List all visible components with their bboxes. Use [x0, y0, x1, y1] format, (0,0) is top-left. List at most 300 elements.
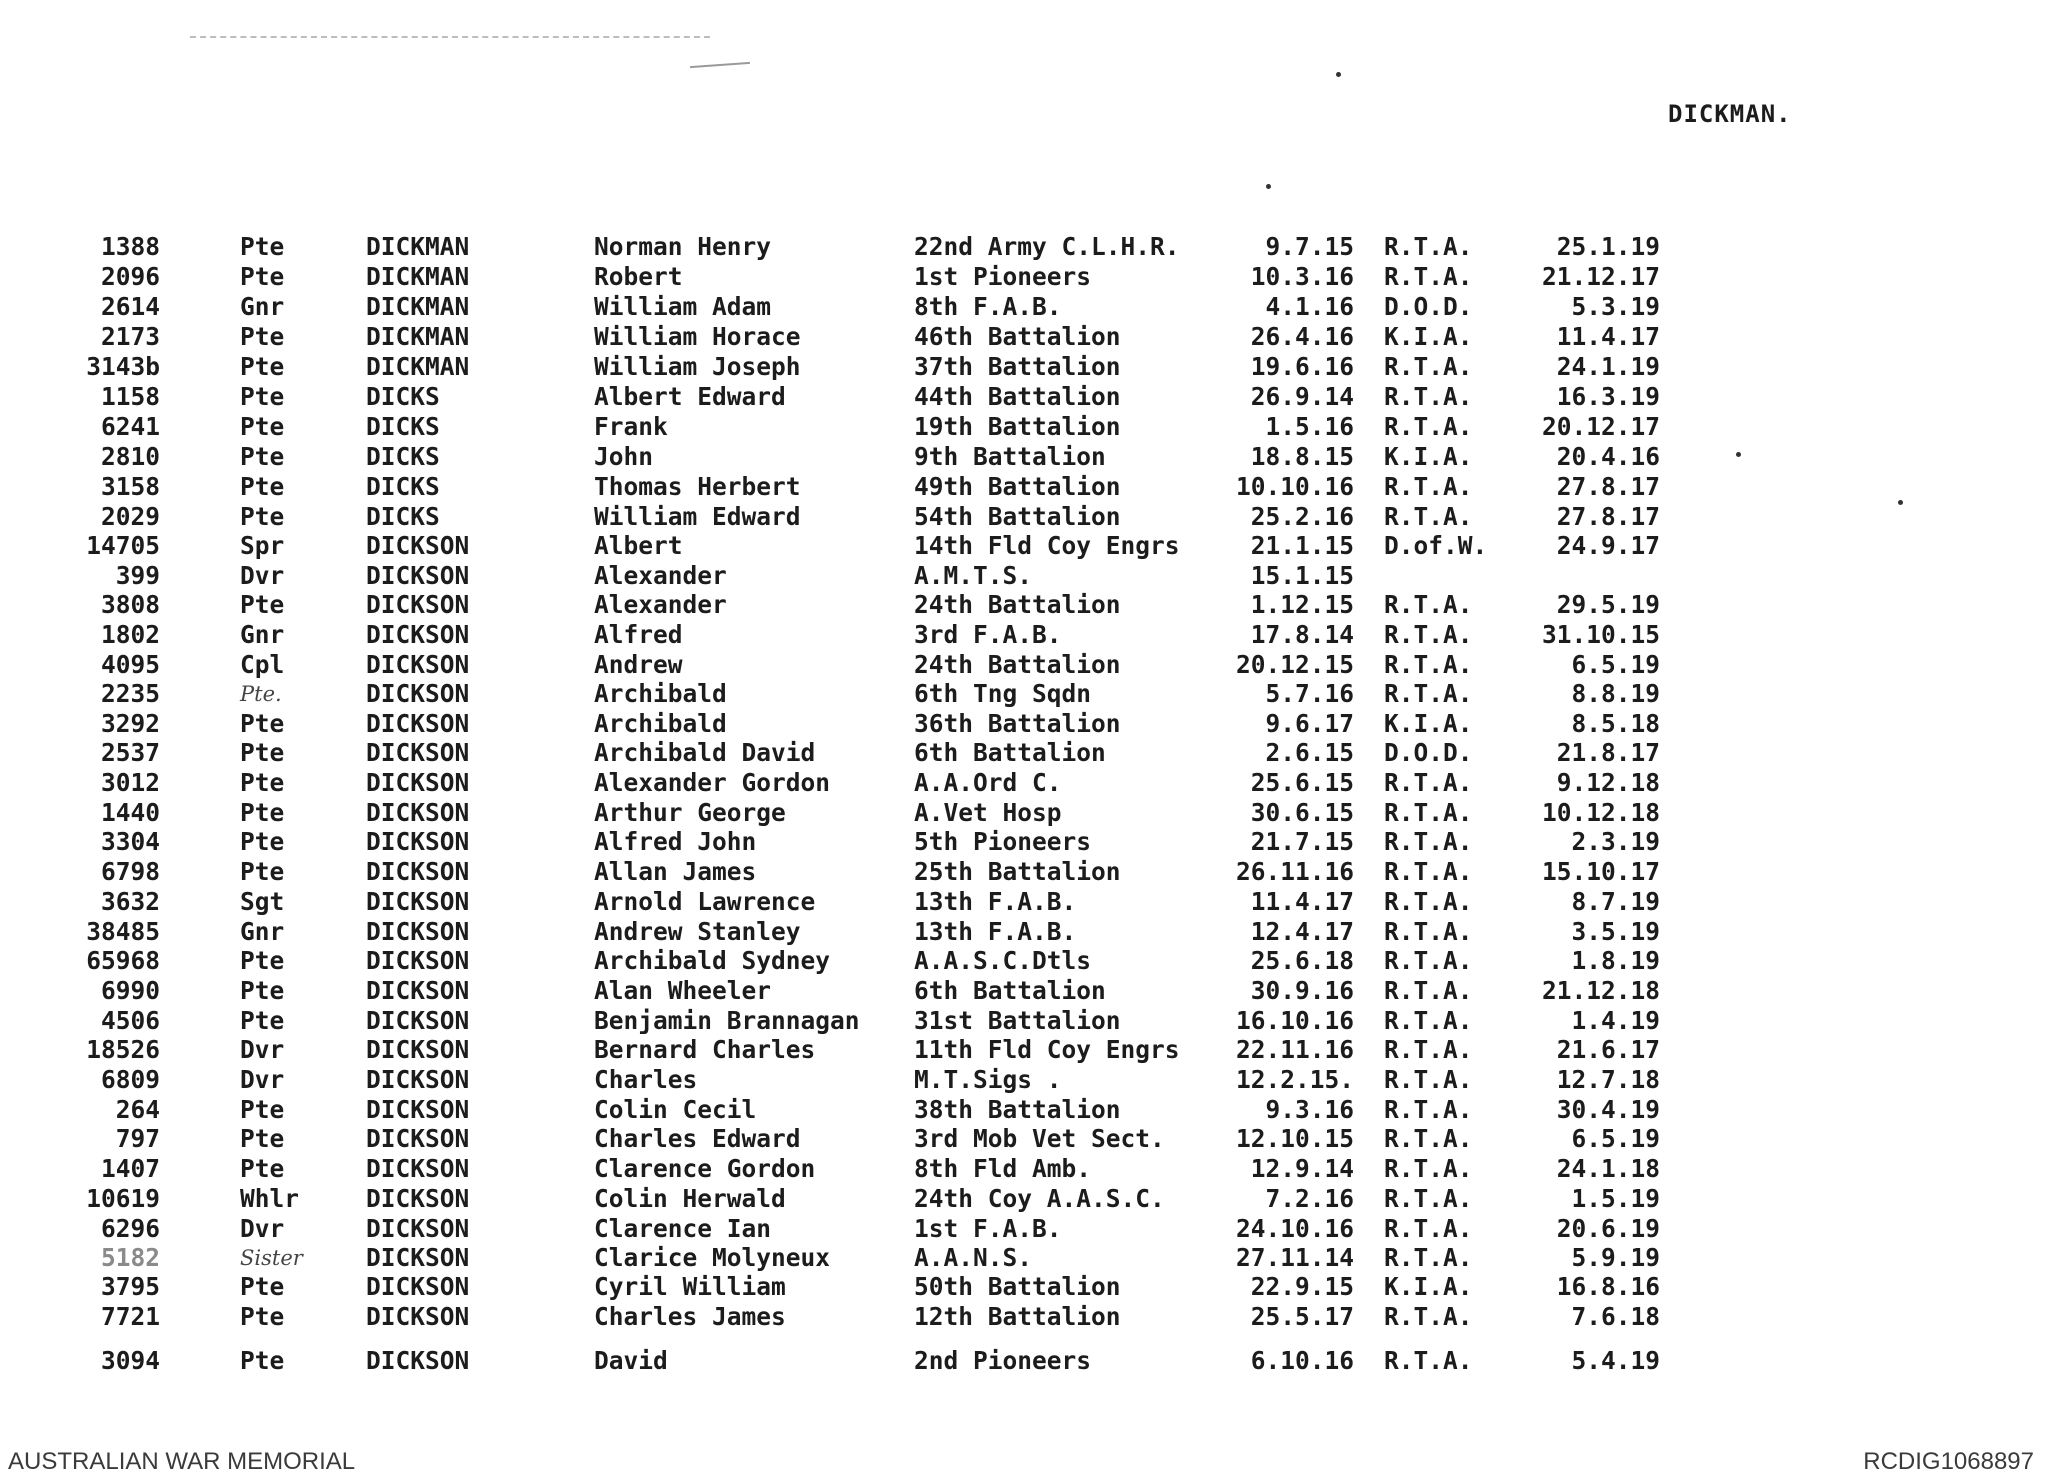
given-names-cell: Charles James: [594, 1302, 786, 1331]
unit-cell: 19th Battalion: [914, 412, 1121, 441]
unit-cell: 6th Battalion: [914, 976, 1106, 1005]
regimental-number-cell: 2173: [100, 322, 160, 351]
table-row: [0, 620, 2048, 650]
rank-cell: Pte: [240, 976, 285, 1005]
given-names-cell: Arnold Lawrence: [594, 887, 816, 916]
regimental-number-cell: 7721: [100, 1302, 160, 1331]
fate-cell: K.I.A.: [1384, 1272, 1473, 1301]
surname-cell: DICKS: [366, 472, 440, 501]
surname-cell: DICKMAN: [366, 352, 470, 381]
fate-cell: D.O.D.: [1384, 738, 1473, 767]
fate-date-cell: 16.3.19: [1556, 382, 1660, 411]
fate-date-cell: 10.12.18: [1541, 798, 1660, 827]
enlistment-date-cell: 16.10.16: [1235, 1006, 1354, 1035]
surname-cell: DICKSON: [366, 768, 470, 797]
unit-cell: 24th Battalion: [914, 590, 1121, 619]
surname-cell: DICKSON: [366, 1214, 470, 1243]
given-names-cell: Archibald David: [594, 738, 816, 767]
table-row: [0, 738, 2048, 768]
fate-date-cell: 20.6.19: [1556, 1214, 1660, 1243]
unit-cell: 49th Battalion: [914, 472, 1121, 501]
surname-cell: DICKMAN: [366, 232, 470, 261]
given-names-cell: Albert: [594, 531, 683, 560]
regimental-number-cell: 2029: [100, 502, 160, 531]
given-names-cell: William Horace: [594, 322, 801, 351]
given-names-cell: Colin Cecil: [594, 1095, 757, 1124]
enlistment-date-cell: 10.3.16: [1250, 262, 1354, 291]
regimental-number-cell: 3292: [100, 709, 160, 738]
unit-cell: 5th Pioneers: [914, 827, 1092, 856]
top-rule: [190, 36, 710, 38]
surname-cell: DICKS: [366, 442, 440, 471]
table-row: [0, 1346, 2048, 1376]
fate-date-cell: 1.5.19: [1571, 1184, 1660, 1213]
rank-cell: Pte: [240, 1095, 285, 1124]
fate-cell: R.T.A.: [1384, 857, 1473, 886]
given-names-cell: Albert Edward: [594, 382, 786, 411]
enlistment-date-cell: 15.1.15: [1250, 561, 1354, 590]
fate-cell: R.T.A.: [1384, 798, 1473, 827]
fate-cell: R.T.A.: [1384, 1065, 1473, 1094]
given-names-cell: Andrew Stanley: [594, 917, 801, 946]
enlistment-date-cell: 21.7.15: [1250, 827, 1354, 856]
fate-date-cell: 24.1.18: [1556, 1154, 1660, 1183]
ink-speck: [1266, 184, 1271, 189]
surname-cell: DICKSON: [366, 679, 470, 708]
given-names-cell: Clarence Ian: [594, 1214, 772, 1243]
unit-cell: M.T.Sigs .: [914, 1065, 1062, 1094]
fate-cell: R.T.A.: [1384, 262, 1473, 291]
surname-cell: DICKSON: [366, 1302, 470, 1331]
fate-cell: R.T.A.: [1384, 502, 1473, 531]
unit-cell: 1st Pioneers: [914, 262, 1092, 291]
rank-cell: Dvr: [240, 1035, 285, 1064]
unit-cell: 13th F.A.B.: [914, 887, 1077, 916]
fate-cell: D.O.D.: [1384, 292, 1473, 321]
surname-cell: DICKSON: [366, 738, 470, 767]
fate-cell: R.T.A.: [1384, 620, 1473, 649]
fate-cell: K.I.A.: [1384, 442, 1473, 471]
rank-cell: Gnr: [240, 620, 285, 649]
regimental-number-cell: 6990: [100, 976, 160, 1005]
surname-cell: DICKSON: [366, 1184, 470, 1213]
unit-cell: 1st F.A.B.: [914, 1214, 1062, 1243]
table-row: [0, 1065, 2048, 1095]
fate-cell: R.T.A.: [1384, 917, 1473, 946]
given-names-cell: Cyril William: [594, 1272, 786, 1301]
fate-date-cell: 5.4.19: [1571, 1346, 1660, 1375]
fate-cell: R.T.A.: [1384, 1214, 1473, 1243]
rank-cell: Pte: [240, 768, 285, 797]
fate-date-cell: 27.8.17: [1556, 472, 1660, 501]
surname-cell: DICKS: [366, 502, 440, 531]
given-names-cell: Clarence Gordon: [594, 1154, 816, 1183]
rank-cell: Pte: [240, 709, 285, 738]
given-names-cell: Colin Herwald: [594, 1184, 786, 1213]
enlistment-date-cell: 1.12.15: [1250, 590, 1354, 619]
fate-date-cell: 24.1.19: [1556, 352, 1660, 381]
table-row: [0, 679, 2048, 709]
given-names-cell: Robert: [594, 262, 683, 291]
rank-cell: Pte: [240, 412, 285, 441]
regimental-number-cell: 14705: [86, 531, 160, 560]
enlistment-date-cell: 4.1.16: [1265, 292, 1354, 321]
enlistment-date-cell: 17.8.14: [1250, 620, 1354, 649]
surname-cell: DICKSON: [366, 857, 470, 886]
image-reference: RCDIG1068897: [1863, 1448, 2034, 1475]
fate-cell: R.T.A.: [1384, 1124, 1473, 1153]
regimental-number-cell: 3795: [100, 1272, 160, 1301]
surname-cell: DICKSON: [366, 650, 470, 679]
surname-cell: DICKS: [366, 382, 440, 411]
given-names-cell: Frank: [594, 412, 668, 441]
unit-cell: 14th Fld Coy Engrs: [914, 531, 1180, 560]
rank-cell: Pte: [240, 382, 285, 411]
fate-cell: R.T.A.: [1384, 1184, 1473, 1213]
rank-cell: Pte: [240, 352, 285, 381]
rank-cell: Sister: [240, 1246, 303, 1270]
regimental-number-cell: 2614: [100, 292, 160, 321]
regimental-number-cell: 3012: [100, 768, 160, 797]
regimental-number-cell: 264: [115, 1095, 160, 1124]
unit-cell: A.A.Ord C.: [914, 768, 1062, 797]
rank-cell: Pte: [240, 472, 285, 501]
table-row: [0, 232, 2048, 262]
regimental-number-cell: 797: [115, 1124, 160, 1153]
fate-date-cell: 29.5.19: [1556, 590, 1660, 619]
surname-cell: DICKMAN: [366, 322, 470, 351]
regimental-number-cell: 399: [115, 561, 160, 590]
enlistment-date-cell: 9.6.17: [1265, 709, 1354, 738]
enlistment-date-cell: 18.8.15: [1250, 442, 1354, 471]
fate-cell: R.T.A.: [1384, 946, 1473, 975]
unit-cell: 6th Tng Sqdn: [914, 679, 1092, 708]
given-names-cell: Thomas Herbert: [594, 472, 801, 501]
fate-date-cell: 24.9.17: [1556, 531, 1660, 560]
given-names-cell: Alexander: [594, 590, 727, 619]
fate-date-cell: 6.5.19: [1571, 650, 1660, 679]
table-row: [0, 1272, 2048, 1302]
table-row: [0, 1124, 2048, 1154]
rank-cell: Dvr: [240, 561, 285, 590]
unit-cell: 54th Battalion: [914, 502, 1121, 531]
enlistment-date-cell: 9.3.16: [1265, 1095, 1354, 1124]
enlistment-date-cell: 10.10.16: [1235, 472, 1354, 501]
table-row: [0, 472, 2048, 502]
surname-cell: DICKSON: [366, 1243, 470, 1272]
enlistment-date-cell: 12.4.17: [1250, 917, 1354, 946]
given-names-cell: Alfred John: [594, 827, 757, 856]
table-row: [0, 917, 2048, 947]
given-names-cell: John: [594, 442, 654, 471]
unit-cell: 36th Battalion: [914, 709, 1121, 738]
regimental-number-cell: 2235: [100, 679, 160, 708]
unit-cell: 38th Battalion: [914, 1095, 1121, 1124]
unit-cell: A.A.N.S.: [914, 1243, 1033, 1272]
fate-cell: R.T.A.: [1384, 887, 1473, 916]
regimental-number-cell: 6809: [100, 1065, 160, 1094]
fate-date-cell: 2.3.19: [1571, 827, 1660, 856]
given-names-cell: Bernard Charles: [594, 1035, 816, 1064]
surname-cell: DICKSON: [366, 1065, 470, 1094]
fate-cell: R.T.A.: [1384, 1302, 1473, 1331]
rank-cell: Pte: [240, 590, 285, 619]
enlistment-date-cell: 25.2.16: [1250, 502, 1354, 531]
fate-date-cell: 31.10.15: [1541, 620, 1660, 649]
enlistment-date-cell: 25.5.17: [1250, 1302, 1354, 1331]
enlistment-date-cell: 20.12.15: [1235, 650, 1354, 679]
surname-cell: DICKSON: [366, 887, 470, 916]
unit-cell: 22nd Army C.L.H.R.: [914, 232, 1180, 261]
table-row: [0, 561, 2048, 591]
top-dash-mark: [690, 62, 750, 68]
fate-date-cell: 30.4.19: [1556, 1095, 1660, 1124]
fate-date-cell: 9.12.18: [1556, 768, 1660, 797]
surname-cell: DICKSON: [366, 798, 470, 827]
table-row: [0, 709, 2048, 739]
table-row: [0, 946, 2048, 976]
unit-cell: 44th Battalion: [914, 382, 1121, 411]
given-names-cell: Andrew: [594, 650, 683, 679]
enlistment-date-cell: 12.9.14: [1250, 1154, 1354, 1183]
table-row: [0, 322, 2048, 352]
unit-cell: 8th F.A.B.: [914, 292, 1062, 321]
surname-cell: DICKSON: [366, 917, 470, 946]
fate-date-cell: 8.7.19: [1571, 887, 1660, 916]
enlistment-date-cell: 21.1.15: [1250, 531, 1354, 560]
rank-cell: Pte: [240, 738, 285, 767]
given-names-cell: Charles: [594, 1065, 698, 1094]
table-row: [0, 650, 2048, 680]
regimental-number-cell: 3304: [100, 827, 160, 856]
fate-date-cell: 15.10.17: [1541, 857, 1660, 886]
rank-cell: Pte: [240, 1346, 285, 1375]
regimental-number-cell: 6798: [100, 857, 160, 886]
unit-cell: 24th Coy A.A.S.C.: [914, 1184, 1165, 1213]
given-names-cell: Alexander Gordon: [594, 768, 831, 797]
fate-cell: R.T.A.: [1384, 768, 1473, 797]
enlistment-date-cell: 25.6.15: [1250, 768, 1354, 797]
rank-cell: Pte: [240, 946, 285, 975]
rank-cell: Gnr: [240, 292, 285, 321]
table-row: [0, 590, 2048, 620]
table-row: [0, 502, 2048, 532]
given-names-cell: Allan James: [594, 857, 757, 886]
rank-cell: Gnr: [240, 917, 285, 946]
fate-date-cell: 16.8.16: [1556, 1272, 1660, 1301]
unit-cell: 46th Battalion: [914, 322, 1121, 351]
enlistment-date-cell: 26.4.16: [1250, 322, 1354, 351]
fate-cell: K.I.A.: [1384, 709, 1473, 738]
fate-cell: R.T.A.: [1384, 232, 1473, 261]
unit-cell: 37th Battalion: [914, 352, 1121, 381]
given-names-cell: Archibald: [594, 709, 727, 738]
table-row: [0, 887, 2048, 917]
regimental-number-cell: 6296: [100, 1214, 160, 1243]
table-row: [0, 1184, 2048, 1214]
enlistment-date-cell: 5.7.16: [1265, 679, 1354, 708]
unit-cell: 9th Battalion: [914, 442, 1106, 471]
unit-cell: 31st Battalion: [914, 1006, 1121, 1035]
fate-date-cell: 8.8.19: [1571, 679, 1660, 708]
surname-cell: DICKSON: [366, 620, 470, 649]
unit-cell: 2nd Pioneers: [914, 1346, 1092, 1375]
regimental-number-cell: 10619: [86, 1184, 160, 1213]
rank-cell: Pte: [240, 232, 285, 261]
table-row: [0, 1095, 2048, 1125]
enlistment-date-cell: 24.10.16: [1235, 1214, 1354, 1243]
enlistment-date-cell: 6.10.16: [1250, 1346, 1354, 1375]
fate-date-cell: 21.6.17: [1556, 1035, 1660, 1064]
unit-cell: 3rd Mob Vet Sect.: [914, 1124, 1165, 1153]
fate-date-cell: 7.6.18: [1571, 1302, 1660, 1331]
regimental-number-cell: 5182: [100, 1243, 160, 1272]
given-names-cell: Archibald: [594, 679, 727, 708]
surname-cell: DICKMAN: [366, 292, 470, 321]
table-row: [0, 292, 2048, 322]
enlistment-date-cell: 26.9.14: [1250, 382, 1354, 411]
table-row: [0, 1302, 2048, 1332]
fate-cell: D.of.W.: [1384, 531, 1488, 560]
enlistment-date-cell: 22.11.16: [1235, 1035, 1354, 1064]
table-row: [0, 1035, 2048, 1065]
fate-cell: R.T.A.: [1384, 1154, 1473, 1183]
rank-cell: Dvr: [240, 1214, 285, 1243]
enlistment-date-cell: 19.6.16: [1250, 352, 1354, 381]
surname-heading: DICKMAN.: [1668, 100, 1792, 128]
table-row: [0, 382, 2048, 412]
table-row: [0, 262, 2048, 292]
unit-cell: 13th F.A.B.: [914, 917, 1077, 946]
surname-cell: DICKSON: [366, 1346, 470, 1375]
enlistment-date-cell: 12.10.15: [1235, 1124, 1354, 1153]
regimental-number-cell: 4506: [100, 1006, 160, 1035]
fate-date-cell: 1.4.19: [1571, 1006, 1660, 1035]
table-row: [0, 827, 2048, 857]
rank-cell: Pte: [240, 262, 285, 291]
surname-cell: DICKSON: [366, 1272, 470, 1301]
surname-cell: DICKSON: [366, 1006, 470, 1035]
fate-date-cell: 27.8.17: [1556, 502, 1660, 531]
fate-date-cell: 1.8.19: [1571, 946, 1660, 975]
table-row: [0, 1154, 2048, 1184]
regimental-number-cell: 3158: [100, 472, 160, 501]
regimental-number-cell: 2537: [100, 738, 160, 767]
fate-date-cell: 25.1.19: [1556, 232, 1660, 261]
fate-cell: R.T.A.: [1384, 1095, 1473, 1124]
regimental-number-cell: 4095: [100, 650, 160, 679]
enlistment-date-cell: 1.5.16: [1265, 412, 1354, 441]
given-names-cell: Alan Wheeler: [594, 976, 772, 1005]
unit-cell: A.A.S.C.Dtls: [914, 946, 1092, 975]
given-names-cell: Alfred: [594, 620, 683, 649]
given-names-cell: David: [594, 1346, 668, 1375]
rank-cell: Pte: [240, 1154, 285, 1183]
unit-cell: 6th Battalion: [914, 738, 1106, 767]
fate-cell: K.I.A.: [1384, 322, 1473, 351]
rank-cell: Pte: [240, 322, 285, 351]
regimental-number-cell: 3808: [100, 590, 160, 619]
fate-cell: R.T.A.: [1384, 679, 1473, 708]
enlistment-date-cell: 30.6.15: [1250, 798, 1354, 827]
regimental-number-cell: 65968: [86, 946, 160, 975]
regimental-number-cell: 38485: [86, 917, 160, 946]
unit-cell: 24th Battalion: [914, 650, 1121, 679]
surname-cell: DICKSON: [366, 590, 470, 619]
table-row: [0, 1243, 2048, 1273]
unit-cell: 12th Battalion: [914, 1302, 1121, 1331]
surname-cell: DICKSON: [366, 1035, 470, 1064]
fate-cell: R.T.A.: [1384, 976, 1473, 1005]
regimental-number-cell: 1802: [100, 620, 160, 649]
table-row: [0, 976, 2048, 1006]
table-row: [0, 798, 2048, 828]
rank-cell: Pte: [240, 827, 285, 856]
surname-cell: DICKSON: [366, 1095, 470, 1124]
given-names-cell: William Edward: [594, 502, 801, 531]
unit-cell: A.M.T.S.: [914, 561, 1033, 590]
enlistment-date-cell: 22.9.15: [1250, 1272, 1354, 1301]
enlistment-date-cell: 25.6.18: [1250, 946, 1354, 975]
unit-cell: 11th Fld Coy Engrs: [914, 1035, 1180, 1064]
regimental-number-cell: 3143b: [86, 352, 160, 381]
surname-cell: DICKSON: [366, 946, 470, 975]
fate-date-cell: 3.5.19: [1571, 917, 1660, 946]
fate-date-cell: 21.12.17: [1541, 262, 1660, 291]
fate-date-cell: 21.12.18: [1541, 976, 1660, 1005]
fate-cell: R.T.A.: [1384, 472, 1473, 501]
enlistment-date-cell: 2.6.15: [1265, 738, 1354, 767]
regimental-number-cell: 2096: [100, 262, 160, 291]
enlistment-date-cell: 12.2.15.: [1235, 1065, 1354, 1094]
rank-cell: Pte: [240, 857, 285, 886]
fate-date-cell: 11.4.17: [1556, 322, 1660, 351]
fate-cell: R.T.A.: [1384, 382, 1473, 411]
enlistment-date-cell: 9.7.15: [1265, 232, 1354, 261]
surname-cell: DICKMAN: [366, 262, 470, 291]
rank-cell: Pte: [240, 442, 285, 471]
rank-cell: Cpl: [240, 650, 285, 679]
rank-cell: Spr: [240, 531, 285, 560]
given-names-cell: William Adam: [594, 292, 772, 321]
rank-cell: Sgt: [240, 887, 285, 916]
table-row: [0, 1214, 2048, 1244]
regimental-number-cell: 18526: [86, 1035, 160, 1064]
rank-cell: Pte: [240, 1302, 285, 1331]
rank-cell: Pte.: [240, 682, 282, 706]
fate-cell: R.T.A.: [1384, 412, 1473, 441]
table-row: [0, 412, 2048, 442]
fate-date-cell: 20.4.16: [1556, 442, 1660, 471]
rank-cell: Pte: [240, 798, 285, 827]
enlistment-date-cell: 30.9.16: [1250, 976, 1354, 1005]
regimental-number-cell: 3632: [100, 887, 160, 916]
unit-cell: 3rd F.A.B.: [914, 620, 1062, 649]
fate-date-cell: 8.5.18: [1571, 709, 1660, 738]
given-names-cell: Arthur George: [594, 798, 786, 827]
surname-cell: DICKSON: [366, 561, 470, 590]
given-names-cell: Benjamin Brannagan: [594, 1006, 860, 1035]
fate-date-cell: 20.12.17: [1541, 412, 1660, 441]
rank-cell: Pte: [240, 1124, 285, 1153]
fate-cell: R.T.A.: [1384, 352, 1473, 381]
fate-cell: R.T.A.: [1384, 650, 1473, 679]
given-names-cell: Archibald Sydney: [594, 946, 831, 975]
table-row: [0, 352, 2048, 382]
rank-cell: Dvr: [240, 1065, 285, 1094]
regimental-number-cell: 1440: [100, 798, 160, 827]
fate-date-cell: 5.3.19: [1571, 292, 1660, 321]
